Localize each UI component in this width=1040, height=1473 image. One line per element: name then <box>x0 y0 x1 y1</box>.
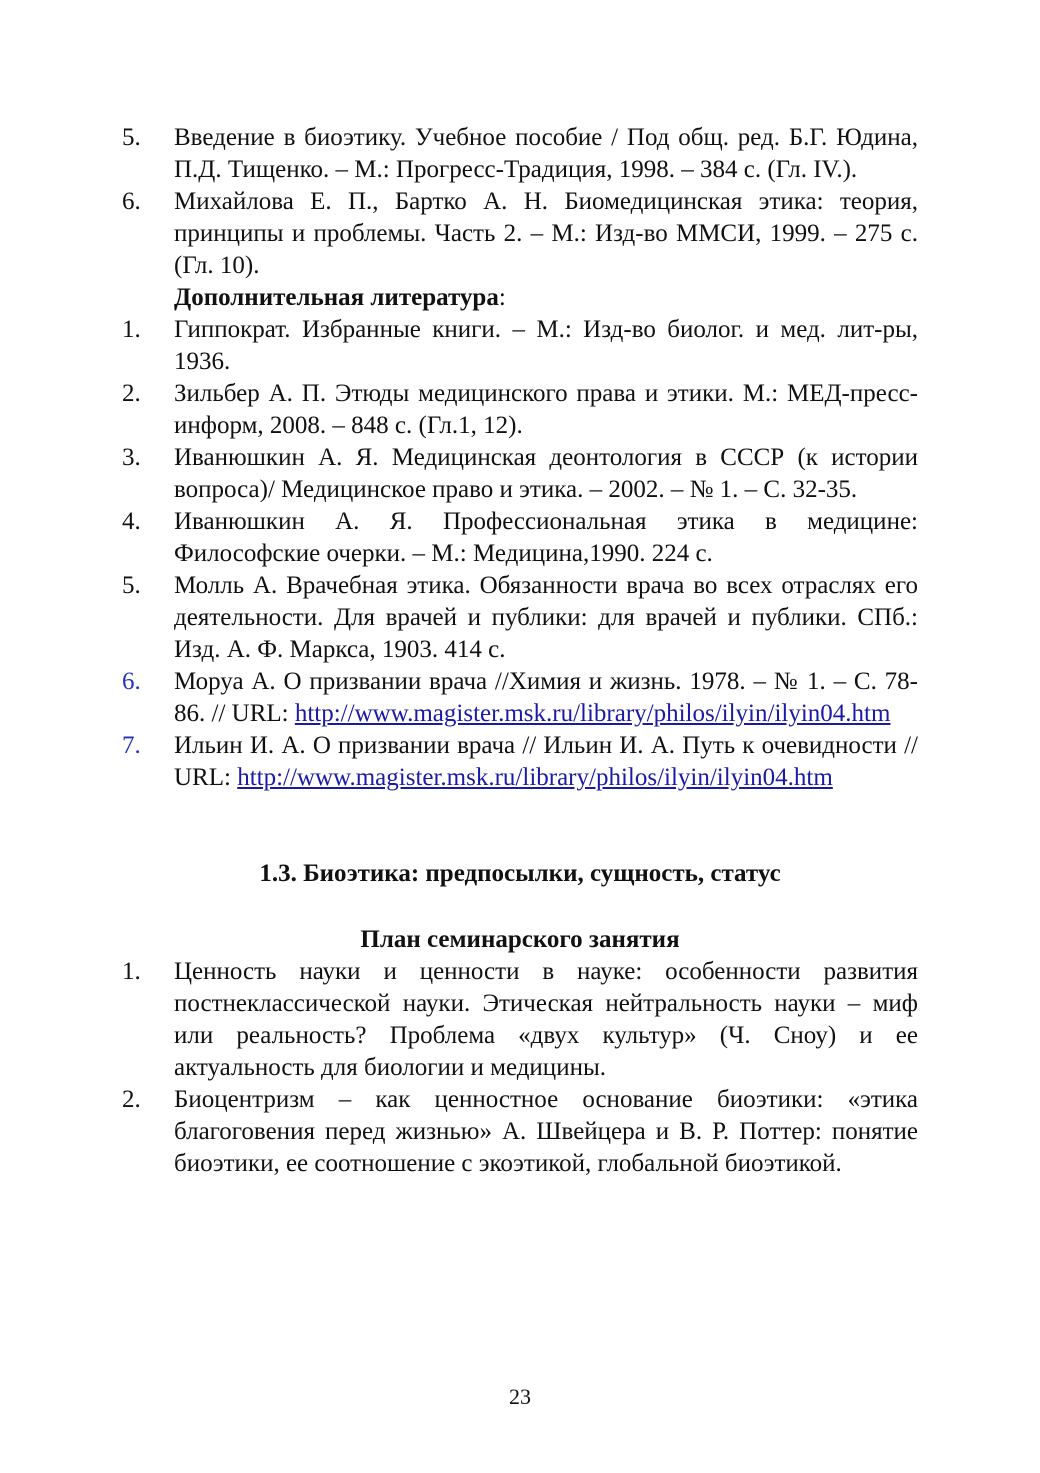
list-number: 2. <box>122 1086 141 1113</box>
list-number: 5. <box>122 572 141 599</box>
list-text <box>174 730 918 794</box>
list-number: 4. <box>122 508 141 535</box>
additional-list-item <box>122 442 918 506</box>
page-number: 23 <box>509 1384 531 1409</box>
list-text: Иванюшкин А. Я. Профессиональная этика в медицине: Философские очерки. – М.: Медицина,1990. 224 с. <box>174 508 918 567</box>
list-number: 2. <box>122 380 141 407</box>
list-text: Михайлова Е. П., Бартко А. Н. Биомедицинская этика: теория, принципы и проблемы. Часть 2. – М.: Изд-во ММСИ, 1999. – 275 с. (Гл. 10). <box>174 188 918 279</box>
list-text <box>174 666 918 730</box>
list-number: 6. <box>122 188 141 215</box>
plan-list-item <box>122 1084 918 1180</box>
list-text: Гиппократ. Избранные книги. – М.: Изд-во биолог. и мед. лит-ры, 1936. <box>174 316 918 375</box>
list-number: 5. <box>122 124 141 151</box>
list-number: 1. <box>122 958 141 985</box>
list-number: 6. <box>122 668 141 695</box>
list-text: Зильбер А. П. Этюды медицинского права и этики. М.: МЕД-пресс-информ, 2008. – 848 с. (Гл.1, 12). <box>174 380 918 439</box>
plan-list-item <box>122 956 918 1084</box>
additional-heading-colon: : <box>498 284 506 311</box>
section-title: 1.3. Биоэтика: предпосылки, сущность, статус <box>259 860 781 887</box>
list-text: Биоцентризм – как ценностное основание биоэтики: «этика благоговения перед жизнью» А. Швейцера и В. Р. Поттер: понятие биоэтики, ее соотношение с экоэтикой, глобальной биоэтикой. <box>174 1086 918 1177</box>
additional-list-item <box>122 666 918 730</box>
list-text-body: Моруа А. О призвании врача //Химия и жизнь. 1978. – № 1. – С. 78-86. // URL: <box>174 668 918 727</box>
main-list-item <box>122 122 918 186</box>
list-number: 1. <box>122 316 141 343</box>
additional-list-item <box>122 506 918 570</box>
additional-list-item <box>122 314 918 378</box>
additional-list-item <box>122 570 918 666</box>
list-number: 3. <box>122 444 141 471</box>
list-text: Молль А. Врачебная этика. Обязанности врача во всех отраслях его деятельности. Для врачей и публики: для врачей и публики. СПб.: Изд. А. Ф. Маркса, 1903. 414 с. <box>174 572 918 663</box>
additional-list-item <box>122 378 918 442</box>
list-number: 7. <box>122 732 141 759</box>
additional-heading-text: Дополнительная литература <box>174 284 499 311</box>
list-text-body: Ильин И. А. О призвании врача // Ильин И. А. Путь к очевидности // URL: <box>174 732 918 791</box>
main-list-item <box>122 186 918 282</box>
additional-literature-heading <box>174 282 918 314</box>
list-text: Иванюшкин А. Я. Медицинская деонтология в СССР (к истории вопроса)/ Медицинское право и этика. – 2002. – № 1. – С. 32-35. <box>174 444 918 503</box>
url-link[interactable]: http://www.magister.msk.ru/library/philos/ilyin/ilyin04.htm <box>294 700 891 727</box>
additional-list-item <box>122 730 918 794</box>
plan-title: План семинарского занятия <box>360 926 680 953</box>
page-content <box>122 122 918 1180</box>
list-text: Ценность науки и ценности в науке: особенности развития постнеклассической науки. Этическая нейтральность науки – миф или реальность? Проблема «двух культур» (Ч. Сноу) и ее актуальность для биологии и медицины. <box>174 958 918 1081</box>
url-link[interactable]: http://www.magister.msk.ru/library/philos/ilyin/ilyin04.htm <box>237 764 833 791</box>
list-text: Введение в биоэтику. Учебное пособие / Под общ. ред. Б.Г. Юдина, П.Д. Тищенко. – М.: Прогресс-Традиция, 1998. – 384 с. (Гл. IV.). <box>174 124 918 183</box>
